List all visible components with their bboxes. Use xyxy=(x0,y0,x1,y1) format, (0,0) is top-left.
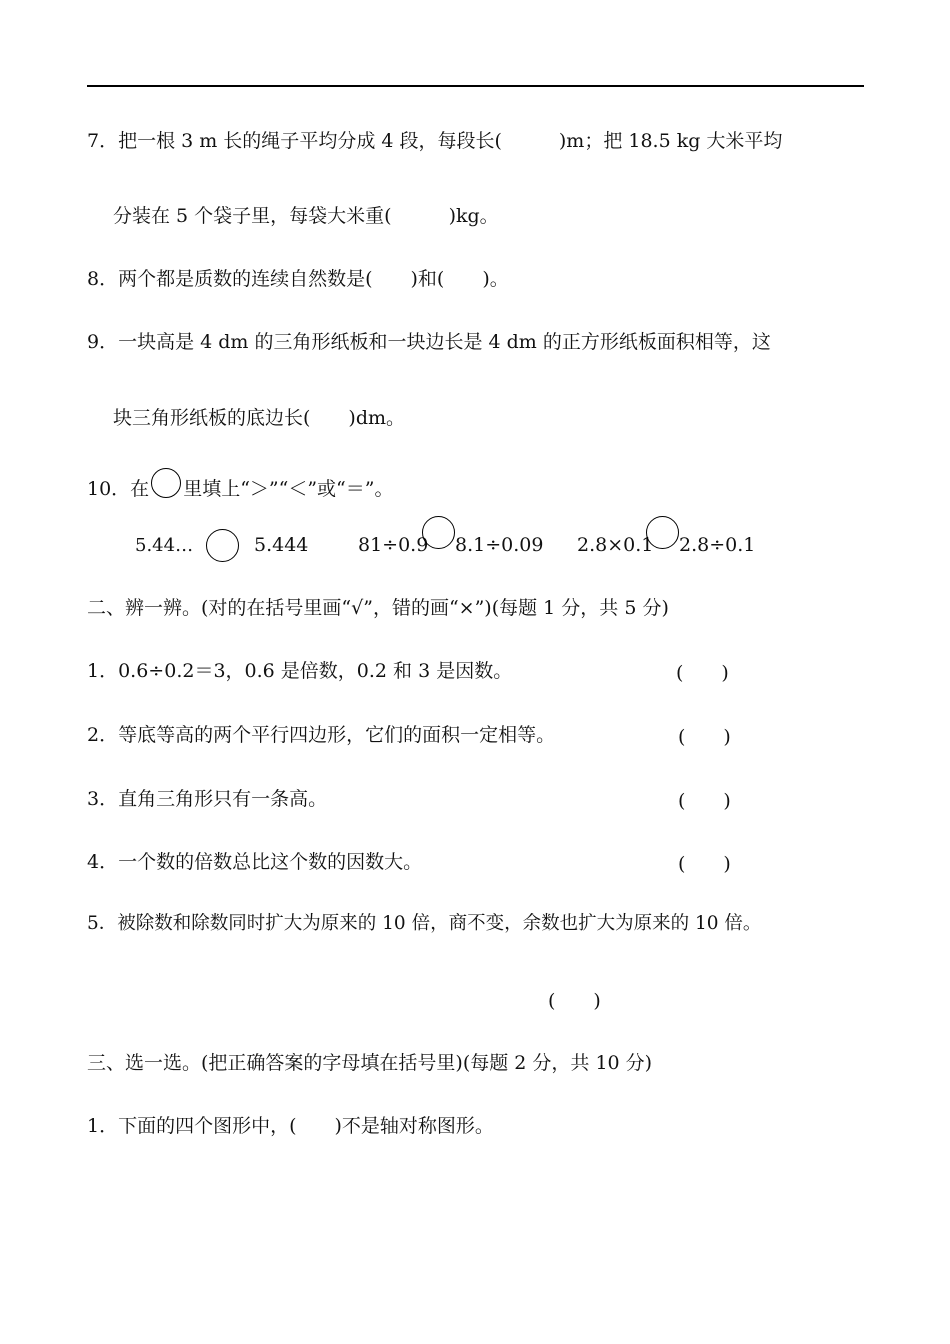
q10-item2-left: 81÷0.9 xyxy=(358,534,429,556)
header-rule xyxy=(87,85,864,87)
q10-item1-left: 5.44… xyxy=(135,535,194,556)
q10-item3-left: 2.8×0.1 xyxy=(577,534,654,556)
section2-item1: 1．0.6÷0.2＝3，0.6 是倍数，0.2 和 3 是因数。 xyxy=(87,660,513,682)
q9-line1: 9．一块高是 4 dm 的三角形纸板和一块边长是 4 dm 的正方形纸板面积相等，这 xyxy=(87,331,771,353)
section2-item4: 4．一个数的倍数总比这个数的因数大。 xyxy=(87,851,423,873)
q10-item1-right: 5.444 xyxy=(254,534,309,556)
q10-item1-circle[interactable] xyxy=(206,529,239,562)
q10-item2-circle[interactable] xyxy=(422,516,455,549)
answer-circle-icon xyxy=(151,468,181,498)
section2-item1-answer[interactable]: ( ) xyxy=(676,662,729,684)
q10-instruction xyxy=(87,468,393,502)
q10-item3-right: 2.8÷0.1 xyxy=(679,534,756,556)
section2-item4-answer[interactable]: ( ) xyxy=(678,853,731,875)
section2-item5: 5．被除数和除数同时扩大为原来的 10 倍，商不变，余数也扩大为原来的 10 倍。 xyxy=(87,913,762,934)
q10-suffix: 里填上“＞”“＜”或“＝”。 xyxy=(183,478,394,500)
q10-prefix: 10．在 xyxy=(87,478,150,500)
section2-item2: 2．等底等高的两个平行四边形，它们的面积一定相等。 xyxy=(87,724,556,746)
section2-title: 二、辨一辨。(对的在括号里画“√”，错的画“×”)(每题 1 分，共 5 分) xyxy=(87,597,669,619)
section2-item2-answer[interactable]: ( ) xyxy=(678,726,731,748)
q7-line1: 7．把一根 3 m 长的绳子平均分成 4 段，每段长( )m；把 18.5 kg 大米平均 xyxy=(87,130,783,152)
q8-text: 8．两个都是质数的连续自然数是( )和( )。 xyxy=(87,268,509,290)
section2-item5-answer[interactable]: ( ) xyxy=(548,990,601,1012)
q10-item3-circle[interactable] xyxy=(646,516,679,549)
q9-line2: 块三角形纸板的底边长( )dm。 xyxy=(113,407,406,429)
section2-item3-answer[interactable]: ( ) xyxy=(678,790,731,812)
section3-q1: 1．下面的四个图形中，( )不是轴对称图形。 xyxy=(87,1115,494,1137)
q10-item2-right: 8.1÷0.09 xyxy=(455,534,544,556)
q7-line2: 分装在 5 个袋子里，每袋大米重( )kg。 xyxy=(113,205,499,227)
section2-item3: 3．直角三角形只有一条高。 xyxy=(87,788,328,810)
section3-title: 三、选一选。(把正确答案的字母填在括号里)(每题 2 分，共 10 分) xyxy=(87,1052,653,1074)
